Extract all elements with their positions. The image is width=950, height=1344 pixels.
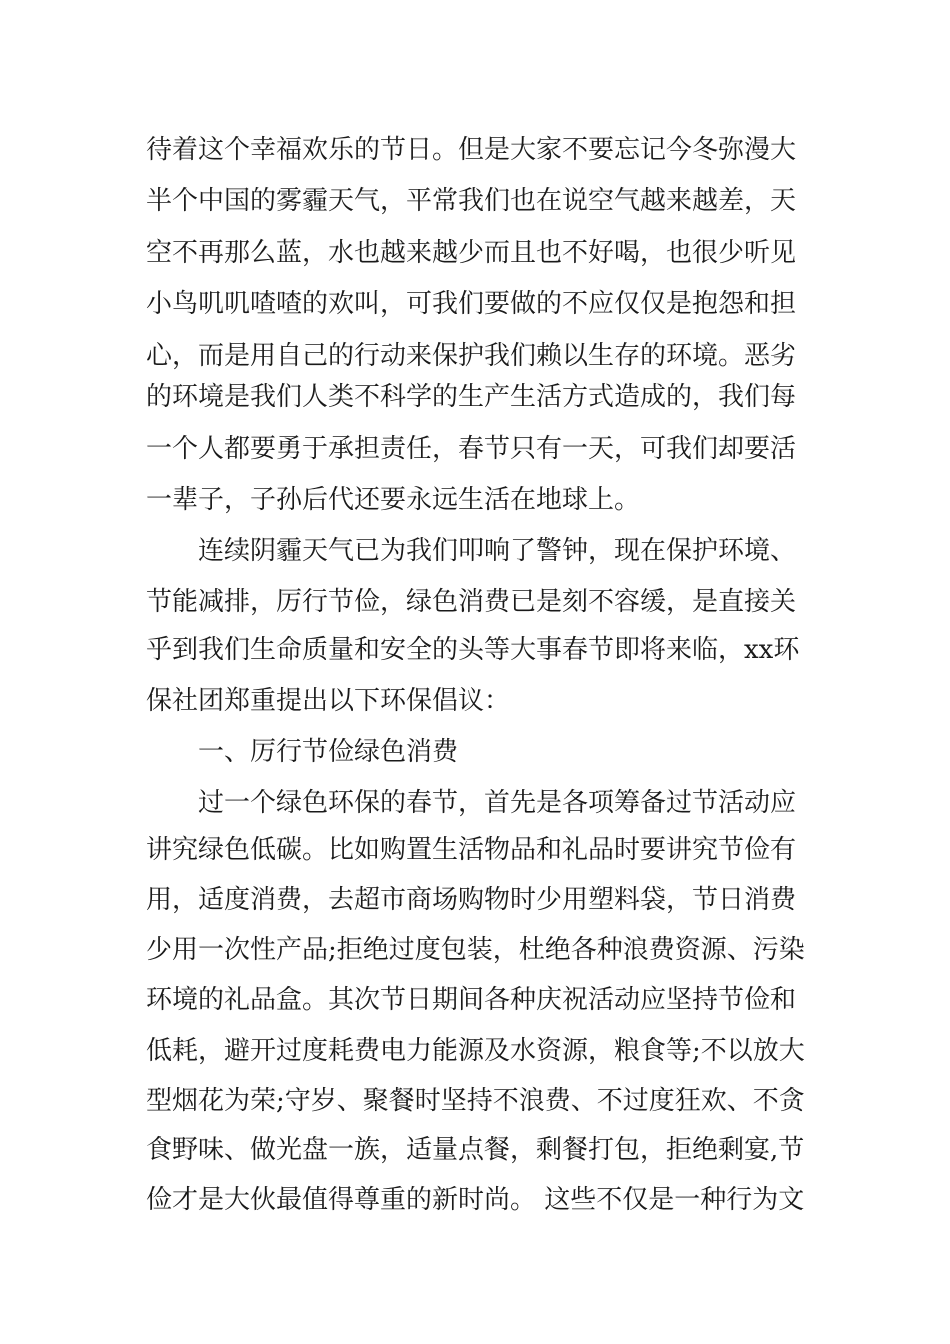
text-line: 型烟花为荣;守岁、聚餐时坚持不浪费、不过度狂欢、不贪: [146, 1086, 805, 1116]
text-line: 低耗，避开过度耗费电力能源及水资源，粮食等;不以放大: [146, 1036, 805, 1066]
text-line: 保社团郑重提出以下环保倡议：: [146, 686, 511, 716]
text-line: 空不再那么蓝，水也越来越少而且也不好喝，也很少听见: [146, 238, 797, 268]
text-line: 的环境是我们人类不科学的生产生活方式造成的，我们每: [146, 382, 797, 412]
text-line: 半个中国的雾霾天气，平常我们也在说空气越来越差，天: [146, 186, 797, 216]
text-line: 节能减排，厉行节俭，绿色消费已是刻不容缓，是直接关: [146, 587, 797, 617]
text-line: 环境的礼品盒。其次节日期间各种庆祝活动应坚持节俭和: [146, 985, 797, 1015]
text-line: 待着这个幸福欢乐的节日。但是大家不要忘记今冬弥漫大: [146, 135, 797, 165]
section-heading: 一、厉行节俭绿色消费: [198, 737, 459, 767]
text-line: 一辈子，子孙后代还要永远生活在地球上。: [146, 485, 641, 515]
text-line: 过一个绿色环保的春节，首先是各项筹备过节活动应: [198, 788, 797, 818]
text-line: 俭才是大伙最值得尊重的新时尚。 这些不仅是一种行为文: [146, 1185, 805, 1215]
text-line: 少用一次性产品;拒绝过度包装，杜绝各种浪费资源、污染: [146, 935, 805, 965]
text-line: 食野味、做光盘一族，适量点餐，剩餐打包，拒绝剩宴,节: [146, 1135, 805, 1165]
text-line: 用，适度消费，去超市商场购物时少用塑料袋，节日消费: [146, 885, 797, 915]
text-line: 讲究绿色低碳。比如购置生活物品和礼品时要讲究节俭有: [146, 835, 797, 865]
text-line: 小鸟叽叽喳喳的欢叫，可我们要做的不应仅仅是抱怨和担: [146, 289, 797, 319]
text-line: 心，而是用自己的行动来保护我们赖以生存的环境。恶劣: [146, 341, 797, 371]
text-line: 乎到我们生命质量和安全的头等大事春节即将来临，xx环: [146, 635, 800, 665]
text-line: 连续阴霾天气已为我们叩响了警钟，现在保护环境、: [198, 536, 797, 566]
text-line: 一个人都要勇于承担责任，春节只有一天，可我们却要活: [146, 434, 797, 464]
